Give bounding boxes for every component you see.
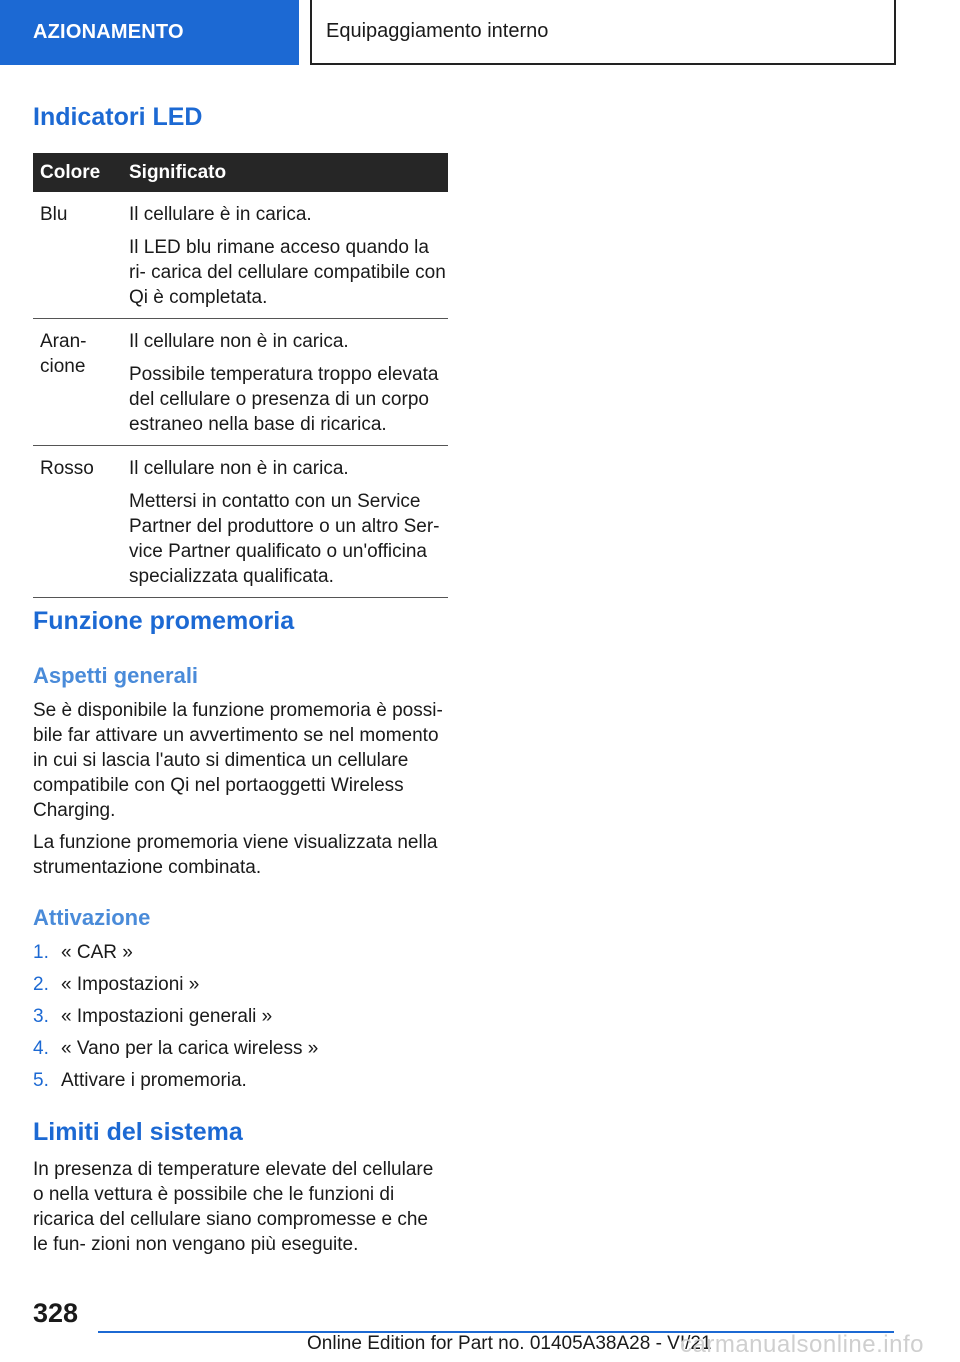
led-meaning-cell [122, 319, 448, 446]
reminder-title: Funzione promemoria [33, 607, 295, 635]
step-number: 3. [33, 1006, 49, 1027]
led-meaning-cell [122, 192, 448, 319]
table-row [33, 446, 448, 598]
meaning-line: Il cellulare non è in carica. [129, 331, 349, 352]
section-label: AZIONAMENTO [33, 21, 184, 43]
limits-paragraph: In presenza di temperature elevate del cellulare o nella vettura è possibile che le funzioni di ricarica del cellulare siano compromesse e che le fun- zioni non vengano più eseguite. [33, 1159, 434, 1255]
general-paragraph-1: Se è disponibile la funzione promemoria è possi- bile far attivare un avvertimento se nel momento in cui si lascia l'auto si dimentica un cellulare compatibile con Qi nel portaoggetti Wireless Charging. [33, 700, 443, 821]
step-text: « Vano per la carica wireless » [61, 1038, 319, 1059]
step-number: 5. [33, 1070, 49, 1091]
led-table [33, 153, 448, 598]
table-header-row [33, 153, 448, 192]
step-text: « CAR » [61, 942, 133, 963]
limits-title: Limiti del sistema [33, 1118, 243, 1146]
general-paragraph-2: La funzione promemoria viene visualizzata nella strumentazione combinata. [33, 832, 438, 878]
step-text: Attivare i promemoria. [61, 1070, 247, 1091]
list-item [33, 940, 448, 972]
meaning-line: Possibile temperatura troppo elevata del cellulare o presenza di un corpo estraneo nella base di ricarica. [129, 364, 439, 435]
step-number: 1. [33, 942, 49, 963]
led-meaning-cell [122, 446, 448, 598]
meaning-line: Mettersi in contatto con un Service Partner del produttore o un altro Ser- vice Partner qualificato o un'officina specializzata qualificata. [129, 491, 440, 587]
list-item [33, 1004, 448, 1036]
meaning-line: Il cellulare è in carica. [129, 204, 312, 225]
activation-steps [33, 940, 448, 1100]
step-number: 2. [33, 974, 49, 995]
table-row [33, 192, 448, 319]
column-header-colore: Colore [33, 153, 122, 192]
list-item [33, 1036, 448, 1068]
step-number: 4. [33, 1038, 49, 1059]
list-item [33, 972, 448, 1004]
edition-text: Online Edition for Part no. 01405A38A28 - VI/21 [307, 1333, 712, 1354]
watermark-text: carmanualsonline.info [680, 1331, 924, 1358]
table-row [33, 319, 448, 446]
page-number: 328 [33, 1298, 79, 1328]
section-tab [0, 0, 299, 65]
column-header-significato: Significato [122, 153, 448, 192]
meaning-line: Il LED blu rimane acceso quando la ri- carica del cellulare compatibile con Qi è completata. [129, 237, 446, 308]
list-item [33, 1068, 448, 1100]
led-section-title: Indicatori LED [33, 103, 203, 131]
step-text: « Impostazioni » [61, 974, 200, 995]
chapter-tab [310, 0, 896, 65]
led-color-cell: Blu [33, 192, 122, 319]
general-subtitle: Aspetti generali [33, 663, 199, 688]
meaning-line: Il cellulare non è in carica. [129, 458, 349, 479]
led-color-cell: Rosso [33, 446, 122, 598]
step-text: « Impostazioni generali » [61, 1006, 273, 1027]
led-color-cell: Aran- cione [33, 319, 122, 446]
activation-subtitle: Attivazione [33, 905, 151, 930]
chapter-label: Equipaggiamento interno [326, 20, 549, 42]
